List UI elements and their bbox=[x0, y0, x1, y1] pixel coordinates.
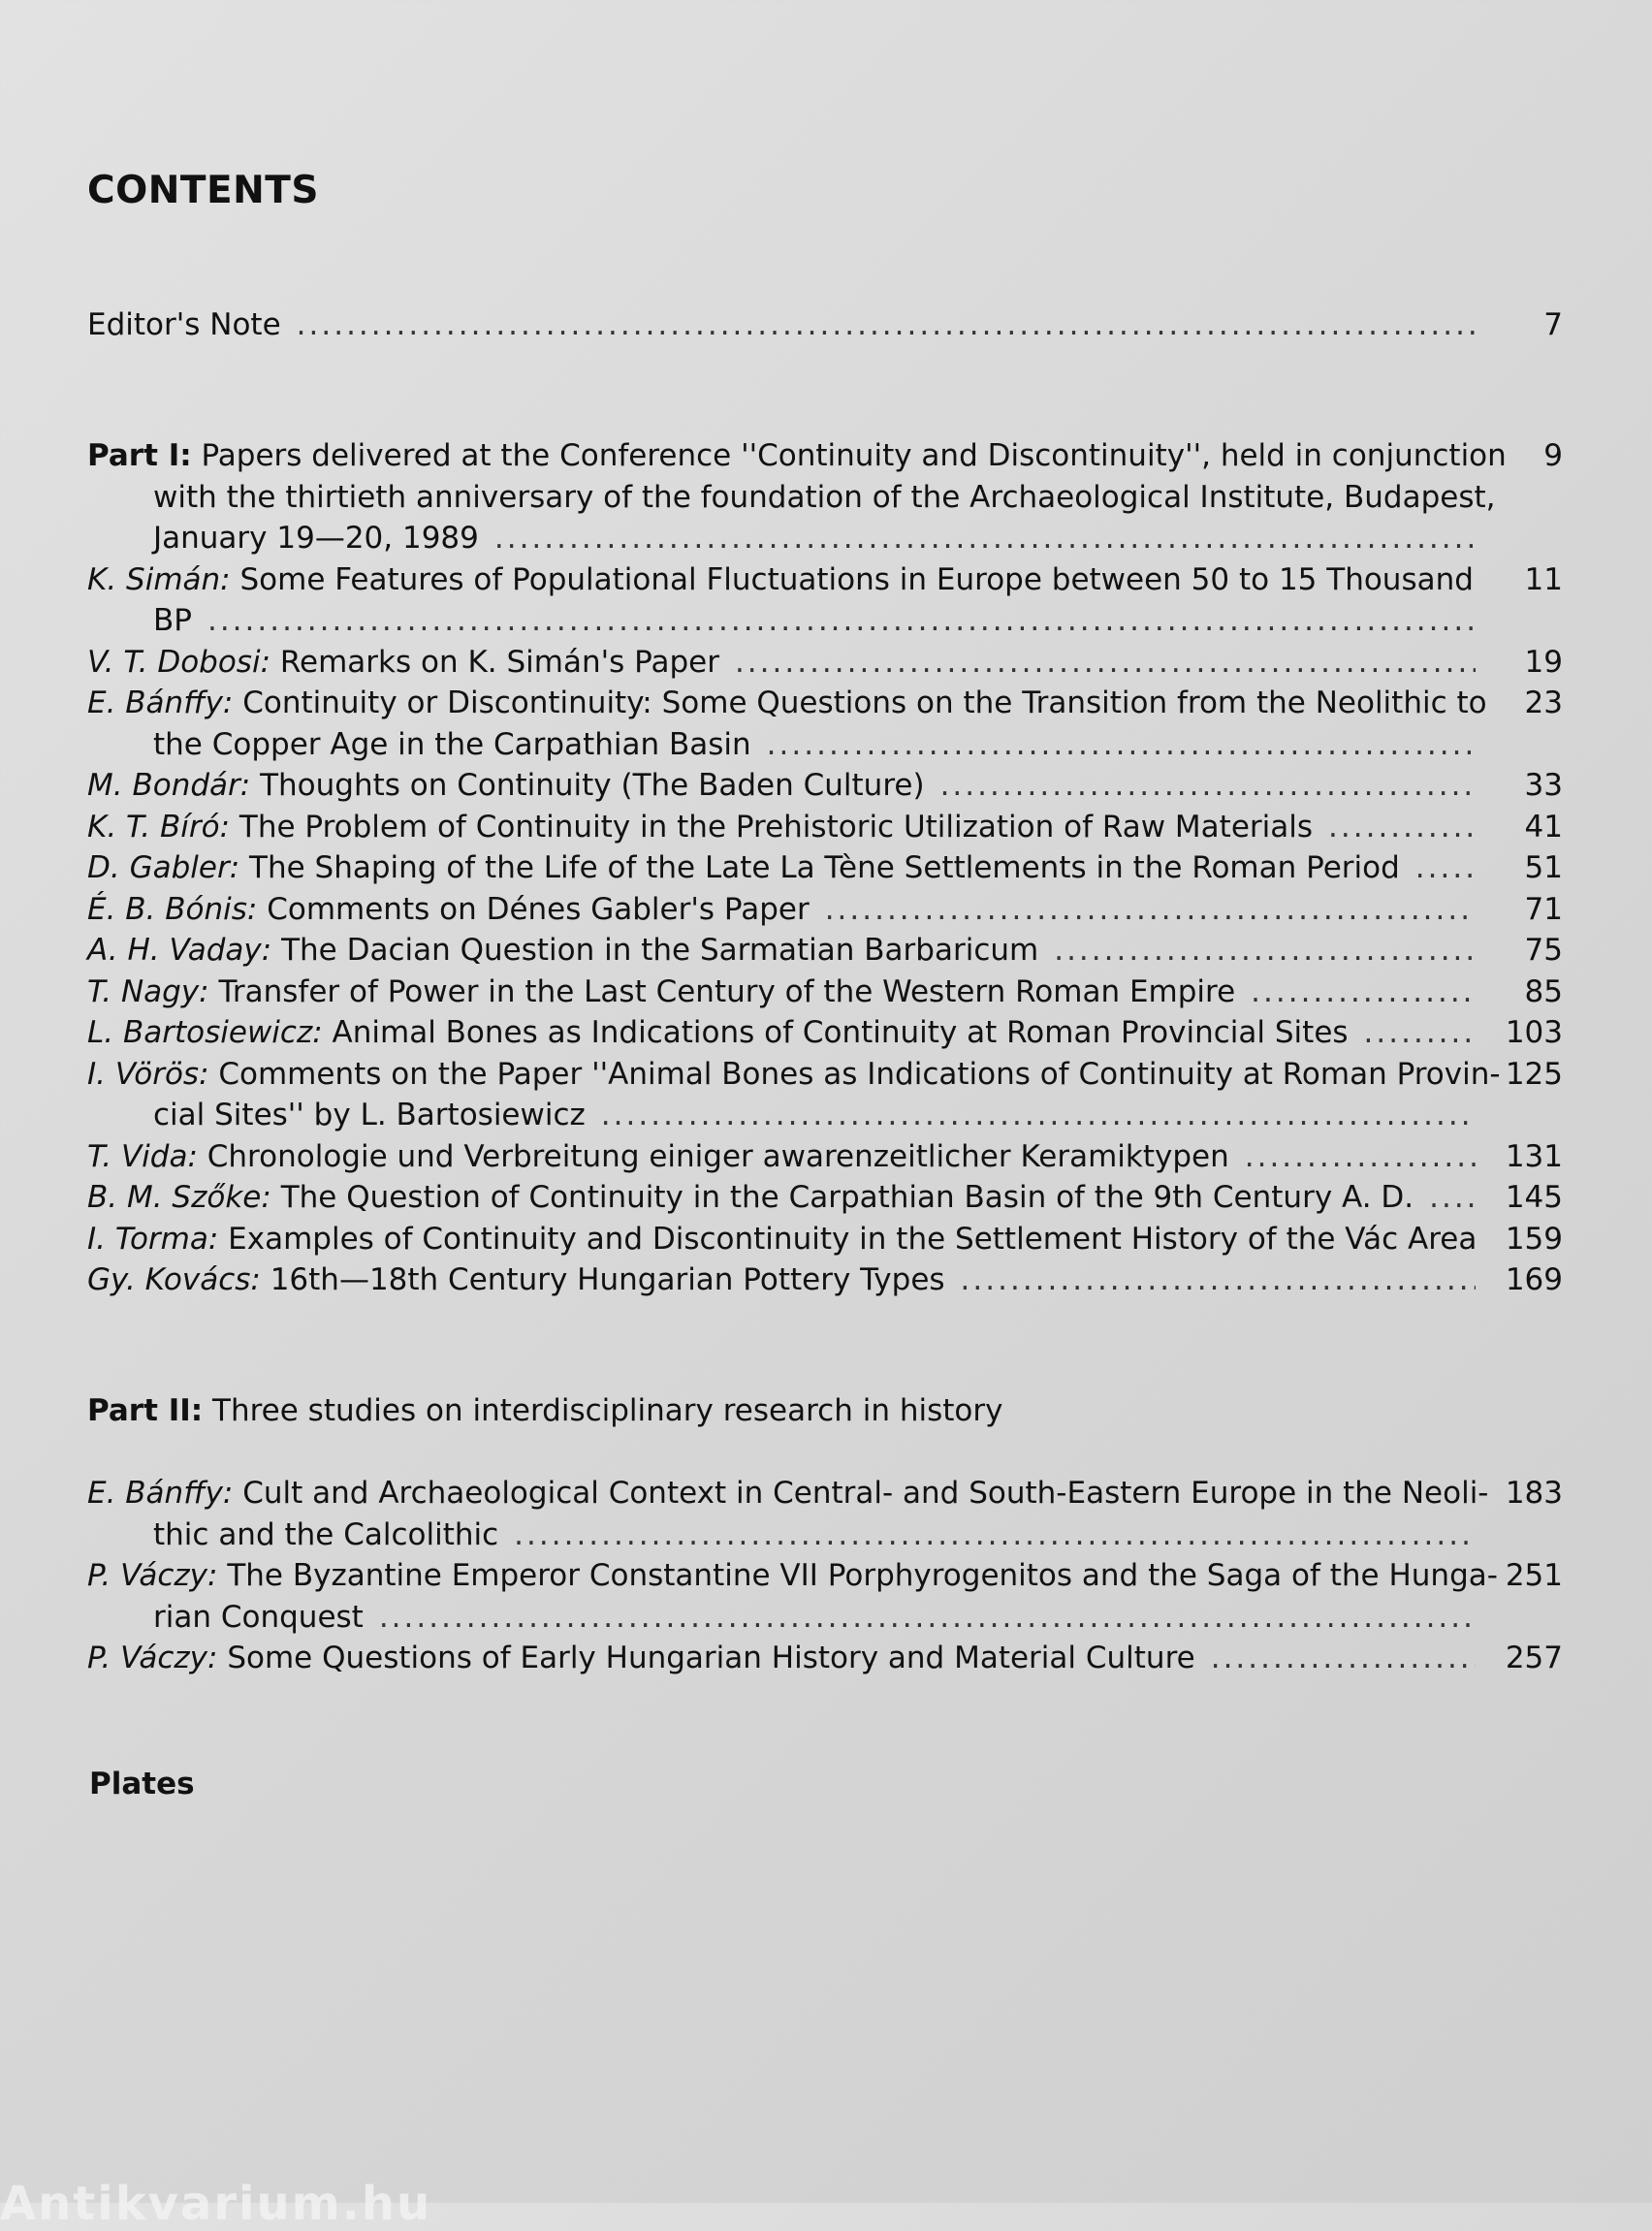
toc-entry bbox=[87, 559, 1563, 642]
page-number: 183 bbox=[1505, 1476, 1563, 1511]
toc-entry bbox=[87, 1177, 1563, 1219]
dot-leader bbox=[514, 1514, 1476, 1556]
entry-title: The Byzantine Emperor Constantine VII Porphyrogenitos and the Saga of the Hunga- bbox=[227, 1558, 1498, 1593]
entry-author: K. T. Bíró: bbox=[87, 809, 231, 845]
page-number: 19 bbox=[1524, 644, 1563, 680]
entry-title: Comments on Dénes Gabler's Paper bbox=[267, 891, 810, 927]
entry-title: cial Sites'' by L. Bartosiewicz bbox=[153, 1098, 586, 1132]
plates-heading: Plates bbox=[89, 1767, 195, 1801]
dot-leader bbox=[1211, 1638, 1476, 1679]
entry-author: M. Bondár: bbox=[87, 768, 251, 803]
entry-title: Comments on the Paper ''Animal Bones as Indications of Continuity at Roman Provin- bbox=[218, 1056, 1501, 1092]
page-number: 11 bbox=[1524, 561, 1563, 597]
part1-title-line: with the thirtieth anniversary of the foundation of the Archaeological Institute, Budapest, bbox=[153, 479, 1496, 515]
toc-entry bbox=[87, 1259, 1563, 1301]
dot-leader bbox=[767, 724, 1476, 766]
part1-section bbox=[87, 435, 1563, 1301]
page-number: 71 bbox=[1524, 891, 1563, 927]
dot-leader bbox=[940, 765, 1476, 807]
dot-leader bbox=[735, 642, 1476, 684]
toc-entry bbox=[87, 1219, 1563, 1260]
toc-entry bbox=[87, 1136, 1563, 1178]
page-number: 7 bbox=[1543, 307, 1563, 342]
entry-author: L. Bartosiewicz: bbox=[87, 1015, 323, 1050]
entry-title: thic and the Calcolithic bbox=[153, 1516, 499, 1552]
part2-title: Three studies on interdisciplinary research in history bbox=[212, 1393, 1003, 1428]
entry-title: The Shaping of the Life of the Late La Tène Settlements in the Roman Period bbox=[249, 850, 1400, 885]
dot-leader bbox=[1054, 930, 1476, 972]
dot-leader bbox=[825, 889, 1476, 931]
entry-author: P. Váczy: bbox=[87, 1558, 218, 1593]
entry-title: The Question of Continuity in the Carpathian Basin of the 9th Century A. D. bbox=[280, 1180, 1414, 1215]
page-number: 103 bbox=[1505, 1015, 1563, 1050]
part1-heading bbox=[87, 435, 1563, 559]
toc-entry bbox=[87, 304, 1563, 346]
dot-leader bbox=[961, 1259, 1476, 1301]
entry-title: Continuity or Discontinuity: Some Questions on the Transition from the Neolithic to bbox=[242, 685, 1487, 720]
entry-title: Remarks on K. Simán's Paper bbox=[279, 644, 719, 680]
entry-title: The Dacian Question in the Sarmatian Barbaricum bbox=[281, 933, 1039, 968]
entry-title: Some Questions of Early Hungarian History and Material Culture bbox=[227, 1641, 1195, 1675]
dot-leader bbox=[1251, 972, 1476, 1013]
page-number: 169 bbox=[1505, 1262, 1563, 1297]
page-number: 251 bbox=[1505, 1558, 1563, 1593]
page-number: 23 bbox=[1524, 685, 1563, 720]
toc-entry bbox=[87, 683, 1563, 765]
dot-leader bbox=[1245, 1136, 1476, 1178]
page-number: 125 bbox=[1505, 1056, 1563, 1092]
part1-title-line: Papers delivered at the Conference ''Continuity and Discontinuity'', held in conjunction bbox=[201, 438, 1507, 473]
dot-leader bbox=[1328, 807, 1476, 848]
entry-title: Cult and Archaeological Context in Central- and South-Eastern Europe in the Neoli- bbox=[242, 1476, 1489, 1511]
dot-leader bbox=[379, 1597, 1476, 1639]
watermark: Antikvarium.hu bbox=[0, 2177, 432, 2231]
dot-leader bbox=[601, 1095, 1476, 1136]
toc-entry bbox=[87, 847, 1563, 889]
toc-entry bbox=[87, 1638, 1563, 1679]
entry-title: Examples of Continuity and Discontinuity in the Settlement History of the Vác Area bbox=[228, 1221, 1477, 1257]
dot-leader bbox=[1429, 1177, 1476, 1219]
entry-author: E. Bánffy: bbox=[87, 685, 234, 720]
entry-author: I. Vörös: bbox=[87, 1056, 209, 1092]
dot-leader bbox=[297, 304, 1476, 346]
toc-entry bbox=[87, 807, 1563, 848]
part2-section bbox=[87, 1473, 1563, 1679]
page-number: 257 bbox=[1505, 1641, 1563, 1675]
entry-author: P. Váczy: bbox=[87, 1641, 218, 1675]
page-number: 85 bbox=[1524, 973, 1563, 1009]
entry-author: V. T. Dobosi: bbox=[87, 644, 271, 680]
entry-title: BP bbox=[153, 603, 192, 638]
entry-author: A. H. Vaday: bbox=[87, 933, 272, 968]
entry-author: D. Gabler: bbox=[87, 850, 240, 885]
page-number: 33 bbox=[1524, 768, 1563, 803]
entry-author: É. B. Bónis: bbox=[87, 891, 258, 927]
page-number: 145 bbox=[1505, 1180, 1563, 1215]
entry-author: T. Nagy: bbox=[87, 973, 209, 1009]
entry-author: I. Torma: bbox=[87, 1221, 219, 1257]
entry-title: Transfer of Power in the Last Century of the Western Roman Empire bbox=[218, 973, 1236, 1009]
entry-title: Animal Bones as Indications of Continuity at Roman Provincial Sites bbox=[332, 1015, 1349, 1050]
part1-entries bbox=[87, 559, 1563, 1301]
toc-entry bbox=[87, 1012, 1563, 1054]
dot-leader bbox=[1415, 847, 1476, 889]
part2-heading bbox=[87, 1390, 1002, 1431]
part1-title-line: January 19—20, 1989 bbox=[153, 521, 479, 556]
toc-entry bbox=[87, 765, 1563, 807]
page-number: 9 bbox=[1543, 438, 1563, 473]
editors-note-entry bbox=[87, 304, 1563, 346]
entry-author: K. Simán: bbox=[87, 561, 231, 597]
page-title: CONTENTS bbox=[87, 169, 319, 212]
dot-leader bbox=[1364, 1012, 1476, 1054]
dot-leader bbox=[207, 600, 1476, 642]
page-number: 75 bbox=[1524, 933, 1563, 968]
part2-label: Part II: bbox=[87, 1393, 204, 1428]
entry-author: B. M. Szőke: bbox=[87, 1180, 271, 1215]
toc-entry bbox=[87, 1473, 1563, 1555]
page-number: 41 bbox=[1524, 809, 1563, 845]
entry-title: Thoughts on Continuity (The Baden Culture) bbox=[260, 768, 925, 803]
part2-entries bbox=[87, 1473, 1563, 1679]
entry-author: E. Bánffy: bbox=[87, 1476, 234, 1511]
entry-title: Editor's Note bbox=[87, 307, 281, 342]
toc-entry bbox=[87, 1555, 1563, 1638]
entry-title: Some Features of Populational Fluctuations in Europe between 50 to 15 Thousand bbox=[239, 561, 1474, 597]
entry-title: 16th—18th Century Hungarian Pottery Types bbox=[270, 1262, 945, 1297]
page-number: 51 bbox=[1524, 850, 1563, 885]
page-number: 131 bbox=[1505, 1138, 1563, 1174]
entry-author: T. Vida: bbox=[87, 1138, 198, 1174]
entry-author: Gy. Kovács: bbox=[87, 1262, 261, 1297]
part1-label: Part I: bbox=[87, 438, 192, 473]
toc-entry bbox=[87, 930, 1563, 972]
entry-title: The Problem of Continuity in the Prehistoric Utilization of Raw Materials bbox=[238, 809, 1314, 845]
dot-leader bbox=[494, 518, 1476, 559]
entry-title: rian Conquest bbox=[153, 1599, 364, 1635]
toc-entry bbox=[87, 642, 1563, 684]
toc-entry bbox=[87, 889, 1563, 931]
toc-entry bbox=[87, 1054, 1563, 1136]
entry-title: the Copper Age in the Carpathian Basin bbox=[153, 726, 751, 762]
page-number: 159 bbox=[1505, 1221, 1563, 1257]
entry-title: Chronologie und Verbreitung einiger awarenzeitlicher Keramiktypen bbox=[206, 1138, 1229, 1174]
toc-entry bbox=[87, 972, 1563, 1013]
